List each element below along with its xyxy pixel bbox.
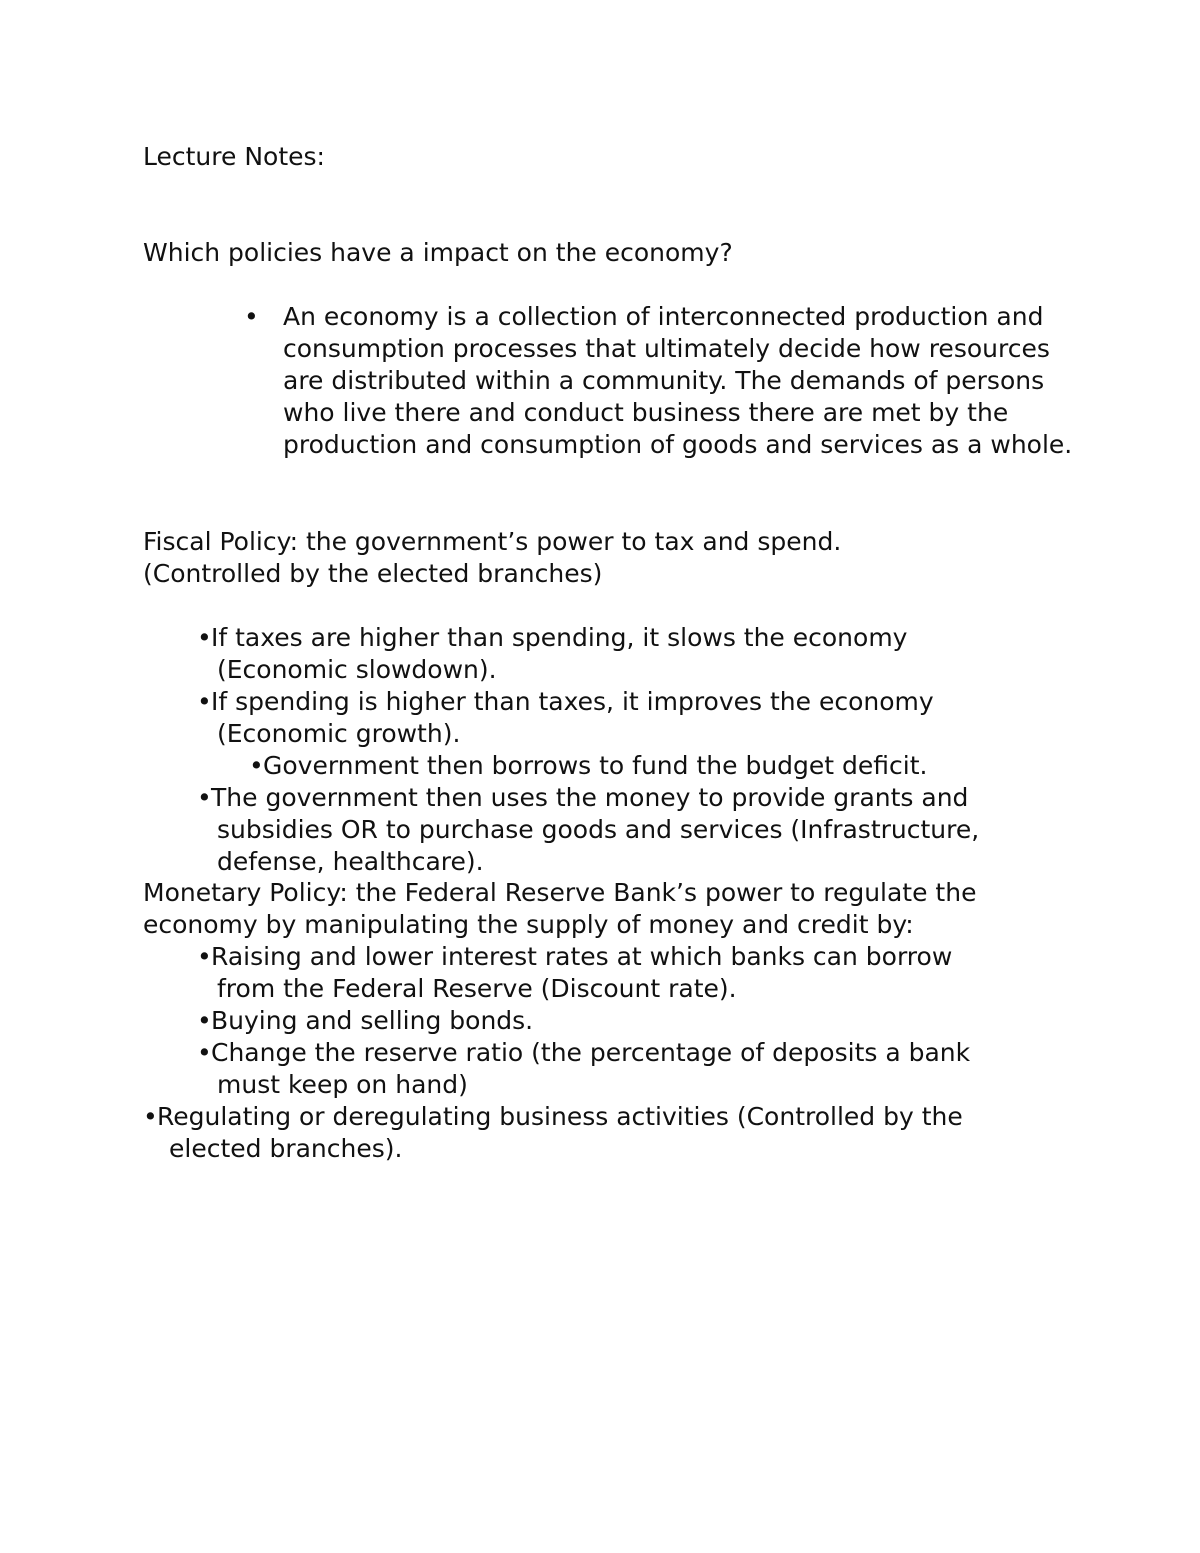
list-item-continuation: must keep on hand)	[217, 1070, 468, 1099]
list-item-text: If spending is higher than taxes, it improves the economy	[211, 687, 934, 716]
list-item-text: Raising and lower interest rates at which banks can borrow	[211, 942, 953, 971]
list-item-text: Change the reserve ratio (the percentage of deposits a bank	[211, 1038, 971, 1067]
document-title: Lecture Notes:	[143, 142, 325, 171]
list-item-text: Government then borrows to fund the budget deficit.	[263, 751, 928, 780]
list-item-continuation: (Economic growth).	[217, 719, 461, 748]
list-item-text: The government then uses the money to provide grants and	[211, 783, 969, 812]
bullet-marker: •	[197, 942, 212, 971]
monetary-policy-heading: Monetary Policy: the Federal Reserve Bank’s power to regulate the	[143, 878, 977, 907]
bullet-marker: •	[244, 302, 259, 331]
list-item-continuation: elected branches).	[169, 1134, 403, 1163]
fiscal-policy-note: (Controlled by the elected branches)	[143, 559, 603, 588]
list-item-continuation: defense, healthcare).	[217, 847, 484, 876]
bullet-marker: •	[197, 687, 212, 716]
list-item-text: Buying and selling bonds.	[211, 1006, 534, 1035]
fiscal-policy-heading: Fiscal Policy: the government’s power to tax and spend.	[143, 527, 842, 556]
bullet-marker: •	[197, 623, 212, 652]
list-item-continuation: from the Federal Reserve (Discount rate).	[217, 974, 737, 1003]
list-item-continuation: subsidies OR to purchase goods and services (Infrastructure,	[217, 815, 980, 844]
list-item-text: If taxes are higher than spending, it slows the economy	[211, 623, 908, 652]
bullet-marker: •	[249, 751, 264, 780]
bullet-marker: •	[197, 783, 212, 812]
bullet-marker: •	[143, 1102, 158, 1131]
list-item-text: Regulating or deregulating business activities (Controlled by the	[157, 1102, 963, 1131]
monetary-policy-continuation: economy by manipulating the supply of money and credit by:	[143, 910, 914, 939]
list-item-continuation: (Economic slowdown).	[217, 655, 497, 684]
section-question: Which policies have a impact on the economy?	[143, 238, 733, 267]
economy-definition: An economy is a collection of interconnected production and consumption processes that ultimately decide how resources are distributed within a community. The demands of persons who live there and conduct business there are met by the production and consumption of goods and services as a whole.	[283, 302, 1073, 459]
bullet-marker: •	[197, 1006, 212, 1035]
bullet-marker: •	[197, 1038, 212, 1067]
